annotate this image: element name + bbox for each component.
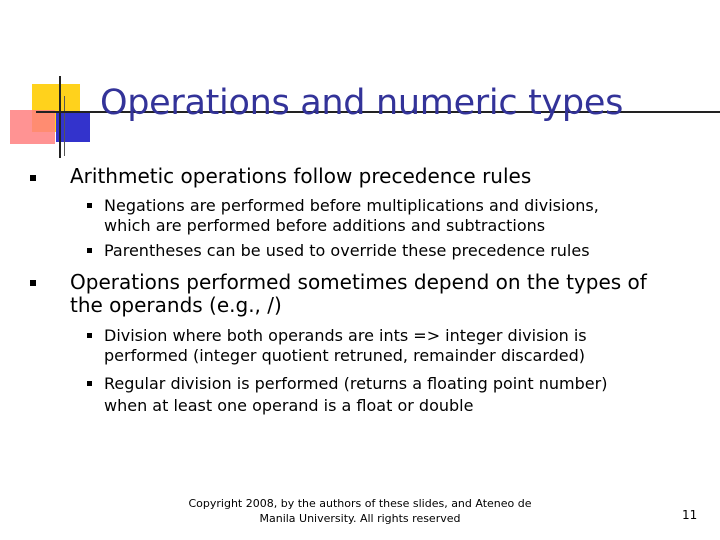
page-number: 11 <box>682 508 698 522</box>
logo-vertical-line-thin <box>64 96 65 156</box>
bullet-2-text-line-2: the operands (e.g., /) <box>70 293 282 317</box>
bullet-1-sub-1-line-1: Negations are performed before multiplications and divisions, <box>104 196 599 215</box>
sub-bullet-marker <box>87 381 92 386</box>
bullet-marker <box>30 175 36 181</box>
slide-title: Operations and numeric types <box>100 83 624 123</box>
bullet-2-sub-2-line-1: Regular division is performed (returns a floating point number) <box>104 374 608 393</box>
copyright-line-1: Copyright 2008, by the authors of these slides, and Ateneo de <box>188 497 532 510</box>
sub-bullet-marker <box>87 203 92 208</box>
bullet-marker <box>30 280 36 286</box>
sub-bullet-marker <box>87 333 92 338</box>
bullet-1-sub-2-line-1: Parentheses can be used to override these precedence rules <box>104 241 590 260</box>
bullet-1-text: Arithmetic operations follow precedence rules <box>70 164 532 188</box>
logo-blue-square <box>56 112 90 142</box>
copyright-line-2: Manila University. All rights reserved <box>259 512 461 525</box>
bullet-2-text-line-1: Operations performed sometimes depend on the types of <box>70 270 647 294</box>
bullet-2-sub-1-line-1: Division where both operands are ints => integer division is <box>104 326 587 345</box>
logo-red-square <box>10 110 55 144</box>
bullet-2-sub-2-line-2: when at least one operand is a float or double <box>104 396 474 415</box>
bullet-1-sub-1-line-2: which are performed before additions and subtractions <box>104 216 546 235</box>
logo-vertical-line <box>59 76 61 158</box>
copyright-footer <box>150 496 570 526</box>
bullet-2-sub-1-line-2: performed (integer quotient retruned, remainder discarded) <box>104 346 586 365</box>
sub-bullet-marker <box>87 248 92 253</box>
